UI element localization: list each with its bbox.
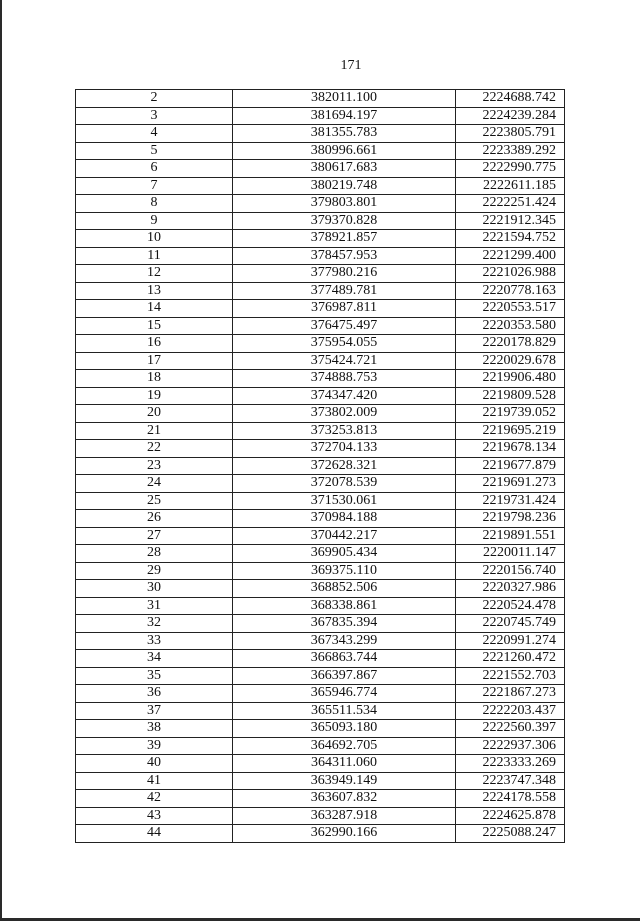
point-number-cell: 19	[76, 387, 233, 405]
y-coordinate-cell: 2222203.437	[456, 702, 565, 720]
y-coordinate-cell: 2219731.424	[456, 492, 565, 510]
y-coordinate-cell: 2223805.791	[456, 125, 565, 143]
point-number-cell: 24	[76, 475, 233, 493]
y-coordinate-cell: 2219798.236	[456, 510, 565, 528]
x-coordinate-cell: 378921.857	[233, 230, 456, 248]
y-coordinate-cell: 2224178.558	[456, 790, 565, 808]
y-coordinate-cell: 2220778.163	[456, 282, 565, 300]
table-row	[76, 212, 565, 230]
table-row	[76, 475, 565, 493]
y-coordinate-cell: 2224688.742	[456, 90, 565, 108]
x-coordinate-cell: 373253.813	[233, 422, 456, 440]
point-number-cell: 15	[76, 317, 233, 335]
table-row	[76, 597, 565, 615]
y-coordinate-cell: 2220353.580	[456, 317, 565, 335]
point-number-cell: 38	[76, 720, 233, 738]
y-coordinate-cell: 2220524.478	[456, 597, 565, 615]
y-coordinate-cell: 2219906.480	[456, 370, 565, 388]
y-coordinate-cell: 2221594.752	[456, 230, 565, 248]
x-coordinate-cell: 376987.811	[233, 300, 456, 318]
point-number-cell: 20	[76, 405, 233, 423]
table-row	[76, 440, 565, 458]
table-row	[76, 492, 565, 510]
x-coordinate-cell: 370984.188	[233, 510, 456, 528]
x-coordinate-cell: 366863.744	[233, 650, 456, 668]
table-row	[76, 720, 565, 738]
x-coordinate-cell: 362990.166	[233, 825, 456, 843]
table-row	[76, 405, 565, 423]
y-coordinate-cell: 2222937.306	[456, 737, 565, 755]
y-coordinate-cell: 2219691.273	[456, 475, 565, 493]
table-row	[76, 352, 565, 370]
point-number-cell: 29	[76, 562, 233, 580]
page-number: 171	[340, 58, 362, 73]
x-coordinate-cell: 374347.420	[233, 387, 456, 405]
table-row	[76, 510, 565, 528]
point-number-cell: 16	[76, 335, 233, 353]
x-coordinate-cell: 367343.299	[233, 632, 456, 650]
table-row	[76, 457, 565, 475]
table-row	[76, 667, 565, 685]
x-coordinate-cell: 364311.060	[233, 755, 456, 773]
point-number-cell: 12	[76, 265, 233, 283]
table-row	[76, 580, 565, 598]
point-number-cell: 36	[76, 685, 233, 703]
table-row	[76, 265, 565, 283]
x-coordinate-cell: 370442.217	[233, 527, 456, 545]
point-number-cell: 17	[76, 352, 233, 370]
y-coordinate-cell: 2223747.348	[456, 772, 565, 790]
y-coordinate-cell: 2223333.269	[456, 755, 565, 773]
point-number-cell: 8	[76, 195, 233, 213]
point-number-cell: 2	[76, 90, 233, 108]
point-number-cell: 9	[76, 212, 233, 230]
y-coordinate-cell: 2220029.678	[456, 352, 565, 370]
x-coordinate-cell: 381694.197	[233, 107, 456, 125]
x-coordinate-cell: 377489.781	[233, 282, 456, 300]
table-row	[76, 772, 565, 790]
point-number-cell: 22	[76, 440, 233, 458]
point-number-cell: 34	[76, 650, 233, 668]
x-coordinate-cell: 368852.506	[233, 580, 456, 598]
table-row	[76, 807, 565, 825]
y-coordinate-cell: 2221026.988	[456, 265, 565, 283]
x-coordinate-cell: 381355.783	[233, 125, 456, 143]
x-coordinate-cell: 368338.861	[233, 597, 456, 615]
x-coordinate-cell: 379370.828	[233, 212, 456, 230]
point-number-cell: 37	[76, 702, 233, 720]
x-coordinate-cell: 377980.216	[233, 265, 456, 283]
y-coordinate-cell: 2225088.247	[456, 825, 565, 843]
table-row	[76, 370, 565, 388]
x-coordinate-cell: 380617.683	[233, 160, 456, 178]
table-row	[76, 737, 565, 755]
y-coordinate-cell: 2220991.274	[456, 632, 565, 650]
x-coordinate-cell: 375954.055	[233, 335, 456, 353]
x-coordinate-cell: 371530.061	[233, 492, 456, 510]
x-coordinate-cell: 372078.539	[233, 475, 456, 493]
x-coordinate-cell: 363607.832	[233, 790, 456, 808]
table-row	[76, 702, 565, 720]
point-number-cell: 25	[76, 492, 233, 510]
x-coordinate-cell: 375424.721	[233, 352, 456, 370]
table-row	[76, 317, 565, 335]
point-number-cell: 41	[76, 772, 233, 790]
y-coordinate-cell: 2221867.273	[456, 685, 565, 703]
point-number-cell: 43	[76, 807, 233, 825]
x-coordinate-cell: 372628.321	[233, 457, 456, 475]
table-row	[76, 825, 565, 843]
y-coordinate-cell: 2220178.829	[456, 335, 565, 353]
table-row	[76, 387, 565, 405]
y-coordinate-cell: 2219678.134	[456, 440, 565, 458]
point-number-cell: 32	[76, 615, 233, 633]
point-number-cell: 28	[76, 545, 233, 563]
y-coordinate-cell: 2221299.400	[456, 247, 565, 265]
table-row	[76, 142, 565, 160]
y-coordinate-cell: 2219891.551	[456, 527, 565, 545]
x-coordinate-cell: 382011.100	[233, 90, 456, 108]
y-coordinate-cell: 2222560.397	[456, 720, 565, 738]
point-number-cell: 33	[76, 632, 233, 650]
x-coordinate-cell: 369905.434	[233, 545, 456, 563]
table-row	[76, 160, 565, 178]
table-row	[76, 562, 565, 580]
y-coordinate-cell: 2221552.703	[456, 667, 565, 685]
point-number-cell: 42	[76, 790, 233, 808]
point-number-cell: 44	[76, 825, 233, 843]
point-number-cell: 23	[76, 457, 233, 475]
table-row	[76, 230, 565, 248]
table-row	[76, 195, 565, 213]
y-coordinate-cell: 2222990.775	[456, 160, 565, 178]
table-row	[76, 545, 565, 563]
x-coordinate-cell: 380996.661	[233, 142, 456, 160]
x-coordinate-cell: 376475.497	[233, 317, 456, 335]
y-coordinate-cell: 2224625.878	[456, 807, 565, 825]
table-row	[76, 107, 565, 125]
point-number-cell: 4	[76, 125, 233, 143]
table-row	[76, 177, 565, 195]
point-number-cell: 40	[76, 755, 233, 773]
table-row	[76, 282, 565, 300]
x-coordinate-cell: 365511.534	[233, 702, 456, 720]
coordinates-table-body	[76, 90, 565, 843]
x-coordinate-cell: 365946.774	[233, 685, 456, 703]
point-number-cell: 14	[76, 300, 233, 318]
x-coordinate-cell: 373802.009	[233, 405, 456, 423]
y-coordinate-cell: 2219809.528	[456, 387, 565, 405]
point-number-cell: 27	[76, 527, 233, 545]
table-row	[76, 335, 565, 353]
point-number-cell: 10	[76, 230, 233, 248]
x-coordinate-cell: 365093.180	[233, 720, 456, 738]
y-coordinate-cell: 2219695.219	[456, 422, 565, 440]
coordinates-table	[75, 89, 565, 843]
point-number-cell: 18	[76, 370, 233, 388]
x-coordinate-cell: 363949.149	[233, 772, 456, 790]
y-coordinate-cell: 2224239.284	[456, 107, 565, 125]
y-coordinate-cell: 2221260.472	[456, 650, 565, 668]
y-coordinate-cell: 2222611.185	[456, 177, 565, 195]
table-row	[76, 527, 565, 545]
y-coordinate-cell: 2222251.424	[456, 195, 565, 213]
x-coordinate-cell: 372704.133	[233, 440, 456, 458]
y-coordinate-cell: 2220011.147	[456, 545, 565, 563]
table-row	[76, 615, 565, 633]
table-row	[76, 650, 565, 668]
x-coordinate-cell: 364692.705	[233, 737, 456, 755]
y-coordinate-cell: 2221912.345	[456, 212, 565, 230]
table-row	[76, 790, 565, 808]
point-number-cell: 35	[76, 667, 233, 685]
point-number-cell: 26	[76, 510, 233, 528]
y-coordinate-cell: 2219739.052	[456, 405, 565, 423]
point-number-cell: 11	[76, 247, 233, 265]
point-number-cell: 30	[76, 580, 233, 598]
point-number-cell: 31	[76, 597, 233, 615]
table-row	[76, 247, 565, 265]
x-coordinate-cell: 378457.953	[233, 247, 456, 265]
x-coordinate-cell: 374888.753	[233, 370, 456, 388]
table-row	[76, 685, 565, 703]
y-coordinate-cell: 2220745.749	[456, 615, 565, 633]
table-row	[76, 125, 565, 143]
y-coordinate-cell: 2223389.292	[456, 142, 565, 160]
point-number-cell: 5	[76, 142, 233, 160]
point-number-cell: 7	[76, 177, 233, 195]
point-number-cell: 3	[76, 107, 233, 125]
point-number-cell: 6	[76, 160, 233, 178]
x-coordinate-cell: 379803.801	[233, 195, 456, 213]
x-coordinate-cell: 367835.394	[233, 615, 456, 633]
y-coordinate-cell: 2220327.986	[456, 580, 565, 598]
y-coordinate-cell: 2220553.517	[456, 300, 565, 318]
table-row	[76, 422, 565, 440]
point-number-cell: 21	[76, 422, 233, 440]
x-coordinate-cell: 380219.748	[233, 177, 456, 195]
y-coordinate-cell: 2220156.740	[456, 562, 565, 580]
x-coordinate-cell: 363287.918	[233, 807, 456, 825]
x-coordinate-cell: 366397.867	[233, 667, 456, 685]
table-row	[76, 90, 565, 108]
point-number-cell: 39	[76, 737, 233, 755]
x-coordinate-cell: 369375.110	[233, 562, 456, 580]
y-coordinate-cell: 2219677.879	[456, 457, 565, 475]
scan-left-edge	[0, 0, 2, 921]
table-row	[76, 632, 565, 650]
table-row	[76, 755, 565, 773]
point-number-cell: 13	[76, 282, 233, 300]
table-row	[76, 300, 565, 318]
